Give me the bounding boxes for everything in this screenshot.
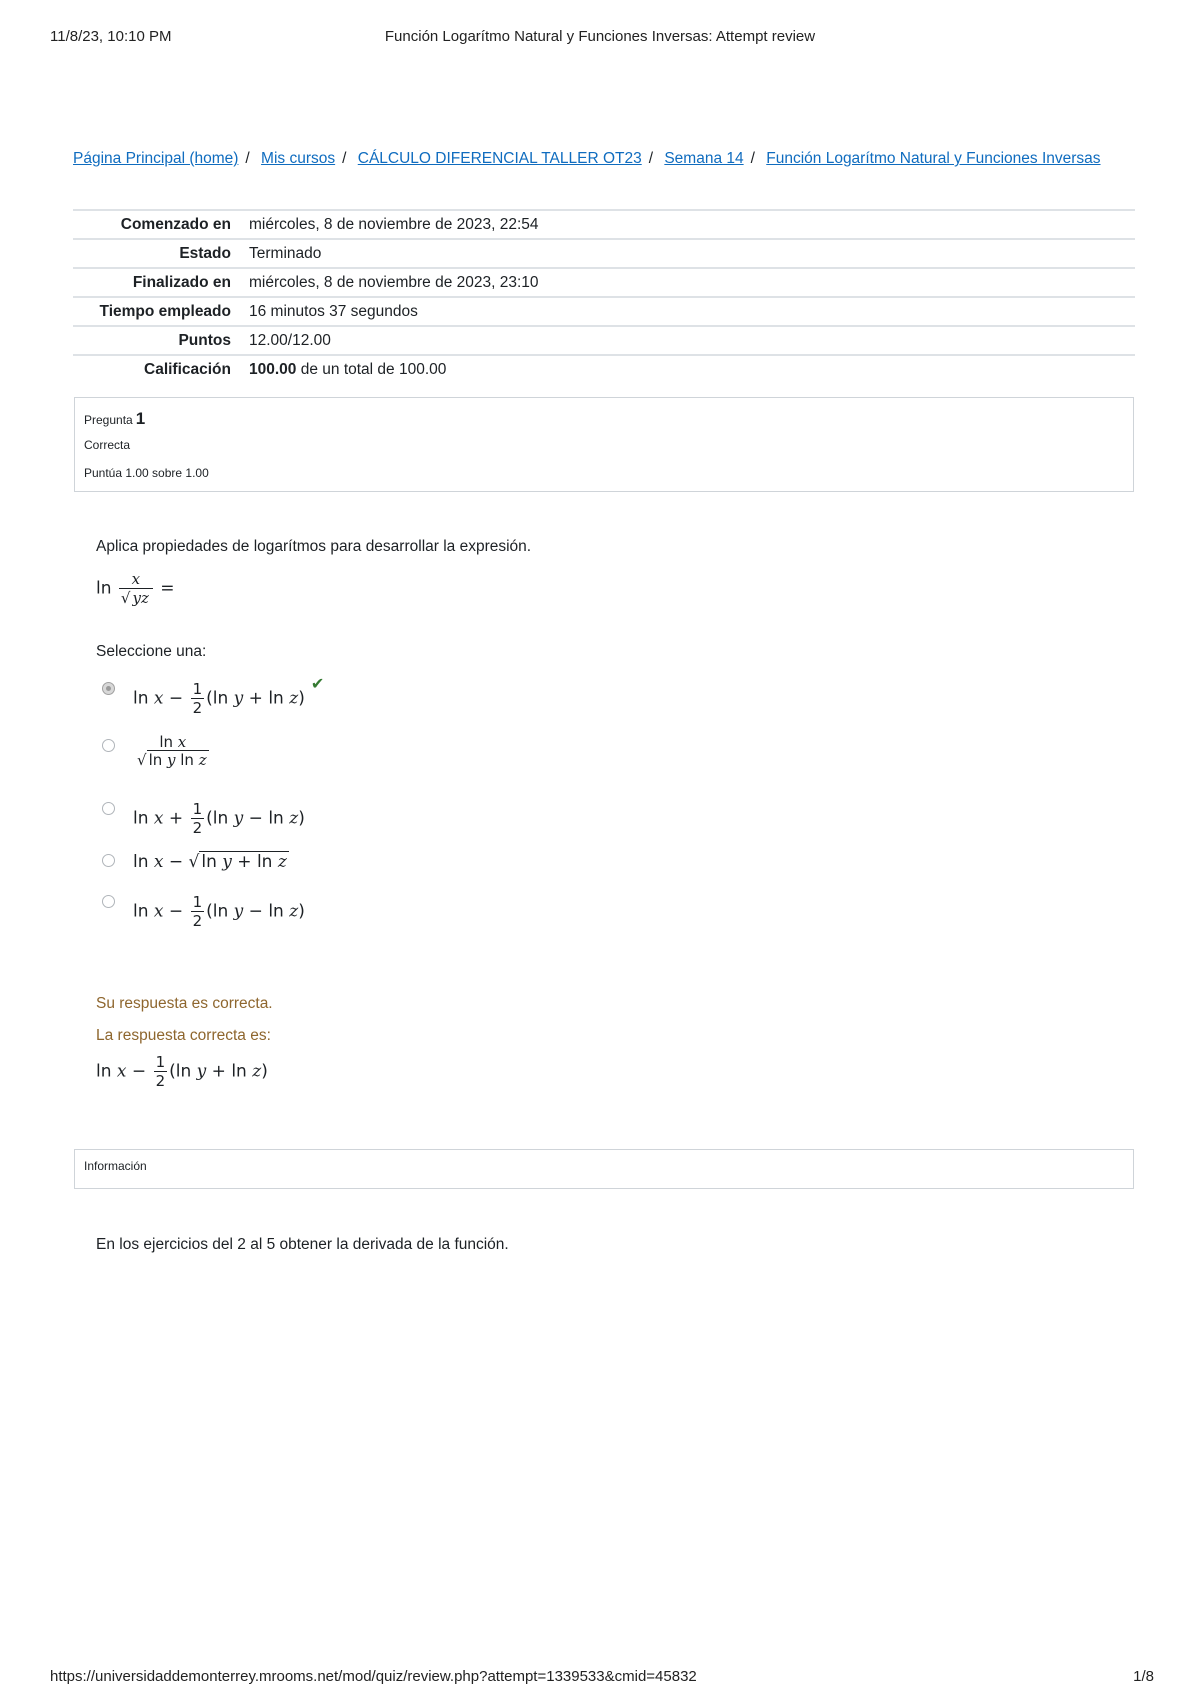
summary-value: miércoles, 8 de noviembre de 2023, 23:10	[249, 274, 539, 291]
summary-label: Tiempo empleado	[99, 303, 231, 320]
answer-radio[interactable]	[102, 682, 115, 695]
answer-option[interactable]	[102, 800, 305, 837]
print-document-title: Función Logarítmo Natural y Funciones Inversas: Attempt review	[384, 28, 816, 45]
answer-option[interactable]	[102, 674, 325, 717]
answer-option-math: ln x + $\frac{1}{2}$ (ln y − ln z)	[133, 800, 305, 837]
summary-value	[247, 355, 1135, 383]
answer-option[interactable]	[102, 733, 213, 769]
breadcrumb-my-courses-link[interactable]: Mis cursos	[261, 150, 336, 167]
summary-value: 16 minutos 37 segundos	[249, 303, 418, 320]
question-info-box	[74, 397, 1134, 492]
print-datetime: 11/8/23, 10:10 PM	[50, 28, 172, 45]
question-grade: Puntúa 1.00 sobre 1.00	[84, 466, 209, 480]
answer-radio[interactable]	[102, 739, 115, 752]
grade-value: 100.00	[249, 361, 297, 378]
summary-row	[73, 355, 1135, 383]
question-text: Aplica propiedades de logarítmos para desarrollar la expresión.	[96, 538, 532, 555]
answer-radio[interactable]	[102, 895, 115, 908]
answer-option-math: ln x − $\frac{1}{2}$ (ln y − ln z)	[133, 893, 305, 930]
answer-option[interactable]	[102, 852, 289, 872]
answer-radio[interactable]	[102, 854, 115, 867]
summary-row	[73, 268, 1135, 297]
information-label: Información	[84, 1159, 147, 1173]
attempt-summary-table	[73, 209, 1135, 383]
breadcrumb-quiz-link[interactable]: Función Logarítmo Natural y Funciones Inversas	[766, 150, 1101, 167]
breadcrumb-home-link[interactable]: Página Principal (home)	[73, 150, 239, 167]
answer-option-math: ln x − $\frac{1}{2}$ (ln y + ln z)	[133, 680, 305, 717]
breadcrumb-separator: /	[245, 150, 250, 167]
summary-row	[73, 326, 1135, 355]
information-text: En los ejercicios del 2 al 5 obtener la derivada de la función.	[96, 1236, 509, 1253]
summary-value: Terminado	[249, 245, 322, 262]
breadcrumb-course-link[interactable]: CÁLCULO DIFERENCIAL TALLER OT23	[357, 150, 642, 167]
check-icon: ✔	[310, 674, 325, 693]
breadcrumb-separator: /	[648, 150, 654, 167]
summary-label: Finalizado en	[132, 274, 231, 291]
summary-row	[73, 210, 1135, 239]
summary-row	[73, 239, 1135, 268]
feedback-correct: Su respuesta es correcta.	[96, 995, 273, 1012]
question-expression: ln $\frac{x}{√ yz}$ =	[96, 570, 175, 607]
breadcrumb-separator: /	[750, 150, 755, 167]
question-number	[84, 409, 145, 429]
grade-total: de un total de 100.00	[296, 361, 447, 378]
feedback-right-answer-label: La respuesta correcta es:	[96, 1027, 271, 1044]
information-box	[74, 1149, 1134, 1189]
print-page-number: 1/8	[1133, 1668, 1154, 1685]
summary-label: Calificación	[144, 361, 231, 378]
answer-option[interactable]	[102, 893, 305, 930]
print-url: https://universidaddemonterrey.mrooms.net/mod/quiz/review.php?attempt=1339533&cmid=45832	[50, 1668, 697, 1685]
breadcrumb-separator: /	[342, 150, 347, 167]
summary-value: 12.00/12.00	[249, 332, 331, 349]
answer-radio[interactable]	[102, 802, 115, 815]
question-number-value: 1	[135, 409, 146, 428]
question-label: Pregunta	[84, 413, 133, 427]
answer-option-math: ln x √ ln y ln z	[137, 733, 207, 769]
right-answer-math: ln x − $\frac{1}{2}$ (ln y + ln z)	[96, 1053, 268, 1090]
summary-row	[73, 297, 1135, 326]
summary-label: Estado	[179, 245, 231, 262]
answer-option-math: ln x − √ ln y + ln z	[133, 852, 287, 872]
question-state: Correcta	[84, 438, 131, 452]
answer-prompt: Seleccione una:	[96, 643, 207, 660]
summary-value: miércoles, 8 de noviembre de 2023, 22:54	[249, 216, 539, 233]
breadcrumb	[73, 150, 1101, 168]
breadcrumb-week-link[interactable]: Semana 14	[664, 150, 744, 167]
summary-label: Comenzado en	[120, 216, 231, 233]
summary-label: Puntos	[178, 332, 231, 349]
